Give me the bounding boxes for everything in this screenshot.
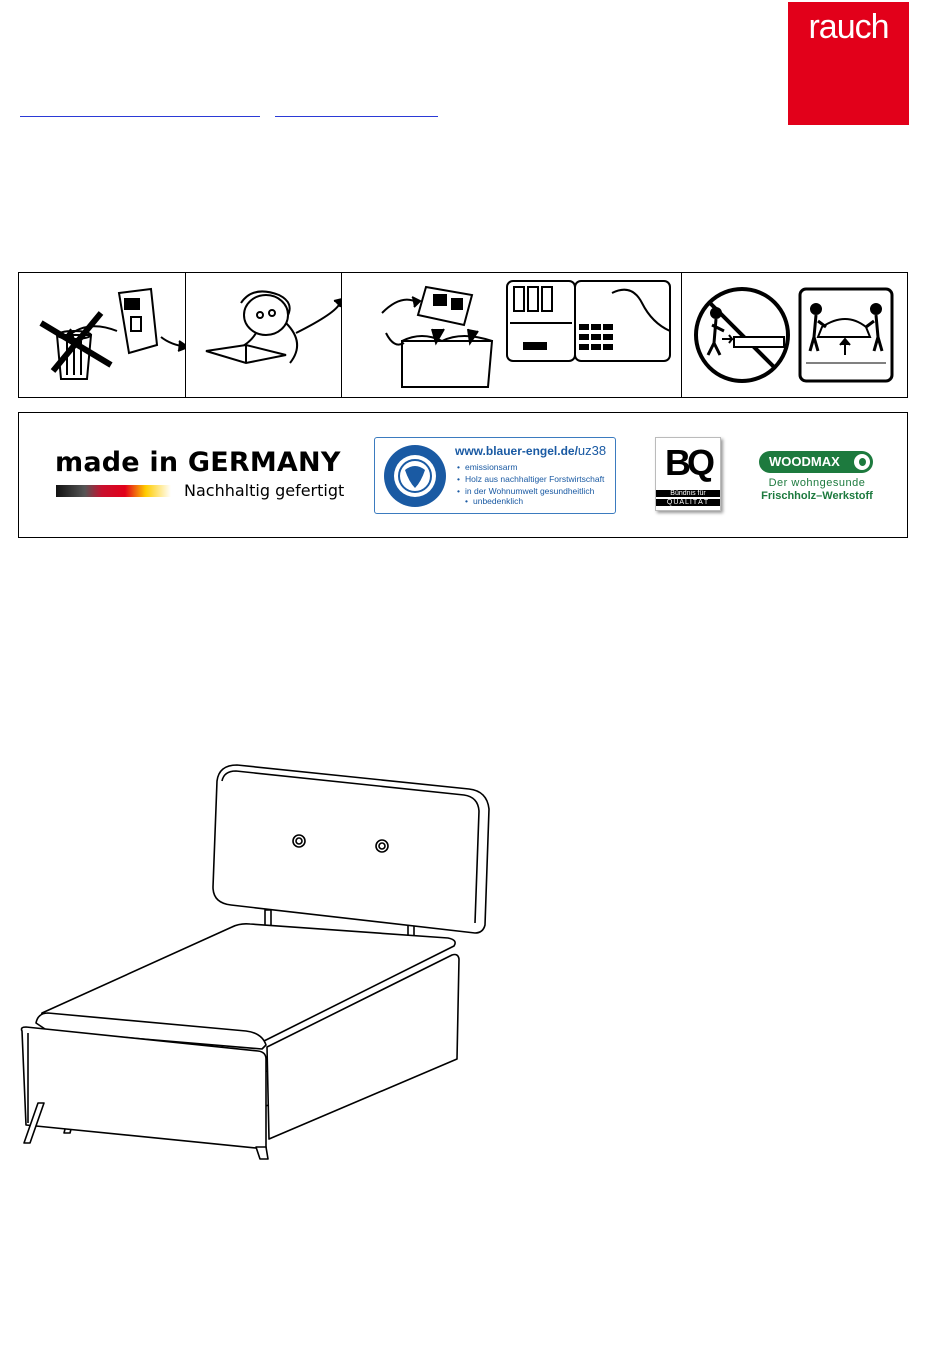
blauer-engel-item-continued: • unbedenklich bbox=[465, 496, 523, 506]
made-in-germany-title: made in GERMANY bbox=[55, 447, 341, 478]
blauer-engel-label bbox=[374, 437, 616, 514]
blauer-engel-item: • in der Wohnumwelt gesundheitlich bbox=[457, 486, 594, 496]
woodmax-tagline-1: Der wohngesunde bbox=[768, 477, 866, 489]
blauer-engel-item: • emissionsarm bbox=[457, 462, 517, 472]
no-drag-lift-icons bbox=[682, 273, 907, 397]
blauer-engel-url[interactable]: www.blauer-engel.de/uz38 bbox=[455, 443, 607, 458]
bq-line-1: Bündnis für bbox=[656, 490, 720, 497]
bq-quality-seal bbox=[655, 437, 721, 511]
woodmax-tagline-2: Frischholz–Werkstoff bbox=[761, 490, 873, 502]
document-link-2[interactable] bbox=[275, 116, 438, 117]
german-flag-bar bbox=[56, 485, 171, 497]
no-trash-icon bbox=[19, 273, 186, 397]
single-bed-illustration bbox=[12, 755, 492, 1167]
woodmax-name: WOODMAX bbox=[769, 454, 840, 469]
logo-text: rauch bbox=[808, 8, 889, 46]
keep-instructions-icon bbox=[342, 273, 682, 397]
read-instructions-icon bbox=[186, 273, 342, 397]
care-instructions-pictograms bbox=[18, 272, 908, 398]
woodmax-logo bbox=[759, 451, 873, 473]
certifications-panel bbox=[18, 412, 908, 538]
bq-letters: BQ bbox=[665, 442, 711, 483]
bq-line-2: QUALITÄT bbox=[656, 499, 720, 506]
made-in-germany-subtitle: Nachhaltig gefertigt bbox=[184, 481, 345, 500]
woodmax-dot-icon bbox=[854, 454, 870, 470]
document-link-1[interactable] bbox=[20, 116, 260, 117]
blauer-engel-seal-icon bbox=[383, 444, 447, 508]
rauch-logo bbox=[788, 2, 909, 125]
blauer-engel-item: • Holz aus nachhaltiger Forstwirtschaft bbox=[457, 474, 604, 484]
